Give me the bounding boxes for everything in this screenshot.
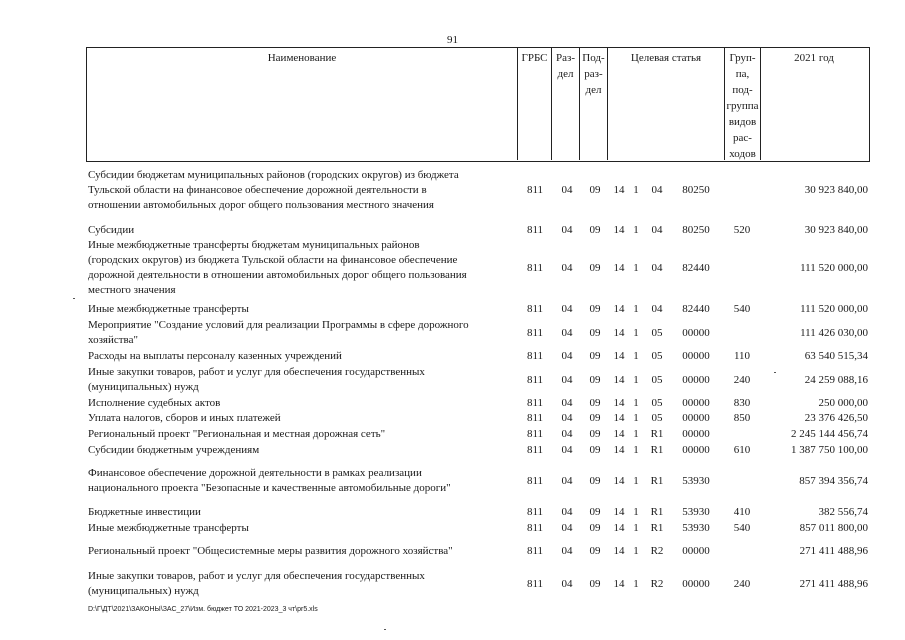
row-amount: 30 923 840,00: [804, 184, 868, 196]
row-code-t3: R1: [650, 475, 664, 487]
row-code-grbs: 811: [526, 506, 544, 518]
row-code-grbs: 811: [526, 578, 544, 590]
row-code-pr: 09: [589, 444, 601, 456]
row-code-pr: 09: [589, 327, 601, 339]
row-code-t1: 14: [613, 184, 625, 196]
row-code-grbs: 811: [526, 184, 544, 196]
row-name-line: дорожной деятельности в отношении автомобильных дорог общего пользования: [88, 269, 467, 281]
header-razdel-line: Раз-: [555, 52, 575, 64]
row-amount: 857 394 356,74: [799, 475, 868, 487]
header-year: [761, 48, 867, 160]
row-code-t1: 14: [613, 545, 625, 557]
row-name-line: Иные закупки товаров, работ и услуг для обеспечения государственных: [88, 366, 425, 378]
row-name-line: местного значения: [88, 284, 176, 296]
header-group: [725, 48, 761, 160]
row-code-rz: 04: [561, 397, 573, 409]
row-code-t4: 00000: [682, 327, 710, 339]
row-code-t2: 1: [633, 262, 639, 274]
row-code-t3: 04: [651, 184, 663, 196]
row-code-vr: 610: [733, 444, 751, 456]
row-name: [88, 505, 516, 520]
table-row: [88, 238, 868, 298]
row-name-line: Иные межбюджетные трансферты: [88, 303, 249, 315]
row-code-rz: 04: [561, 475, 573, 487]
row-amount: 111 426 030,00: [800, 327, 868, 339]
header-group-line: группа: [726, 100, 759, 112]
table-row: [88, 466, 868, 496]
row-code-rz: 04: [561, 350, 573, 362]
row-code-t2: 1: [633, 506, 639, 518]
row-code-t1: 14: [613, 224, 625, 236]
row-code-t2: 1: [633, 327, 639, 339]
header-year-label: 2021 год: [794, 52, 834, 64]
table-row: [88, 365, 868, 395]
row-code-t3: R1: [650, 444, 664, 456]
row-code-t4: 00000: [682, 412, 710, 424]
row-code-t3: R1: [650, 506, 664, 518]
row-amount: 2 245 144 456,74: [791, 428, 868, 440]
row-code-pr: 09: [589, 578, 601, 590]
table-row: [88, 569, 868, 599]
row-code-t4: 00000: [682, 578, 710, 590]
row-code-t4: 80250: [682, 184, 710, 196]
row-code-t1: 14: [613, 522, 625, 534]
header-grbs: [518, 48, 552, 160]
header-grbs-label: ГРБС: [521, 52, 548, 64]
row-code-pr: 09: [589, 545, 601, 557]
row-name: [88, 223, 516, 238]
row-name: [88, 168, 516, 213]
row-code-t2: 1: [633, 428, 639, 440]
row-name: [88, 411, 516, 426]
row-code-t1: 14: [613, 262, 625, 274]
header-target-label: Целевая статья: [630, 52, 702, 64]
row-code-pr: 09: [589, 475, 601, 487]
row-code-vr: 850: [733, 412, 751, 424]
row-code-t2: 1: [633, 412, 639, 424]
table-row: [88, 411, 868, 426]
table-row: [88, 168, 868, 213]
row-name-line: Тульской области на финансовое обеспечение дорожной деятельности в: [88, 184, 427, 196]
row-code-t4: 00000: [682, 374, 710, 386]
row-code-t3: 05: [651, 374, 663, 386]
header-target: [608, 48, 725, 160]
table-row: [88, 505, 868, 520]
row-code-t3: 04: [651, 224, 663, 236]
row-code-t4: 00000: [682, 428, 710, 440]
header-group-line: под-: [732, 84, 753, 96]
row-name-line: Уплата налогов, сборов и иных платежей: [88, 412, 281, 424]
row-name: [88, 365, 516, 395]
row-code-t3: 04: [651, 303, 663, 315]
row-amount: 271 411 488,96: [799, 578, 868, 590]
row-name: [88, 349, 516, 364]
row-amount: 382 556,74: [818, 506, 868, 518]
table-row: [88, 223, 868, 238]
table-row: [88, 318, 868, 348]
row-name: [88, 521, 516, 536]
row-name-line: отношении автомобильных дорог общего пользования местного значения: [88, 199, 434, 211]
row-code-rz: 04: [561, 262, 573, 274]
header-group-line: Груп-: [729, 52, 756, 64]
header-group-line: видов: [728, 116, 757, 128]
row-code-t1: 14: [613, 397, 625, 409]
row-code-t1: 14: [613, 428, 625, 440]
row-code-t2: 1: [633, 475, 639, 487]
row-code-rz: 04: [561, 303, 573, 315]
row-code-t4: 00000: [682, 444, 710, 456]
row-code-grbs: 811: [526, 374, 544, 386]
row-code-t1: 14: [613, 506, 625, 518]
row-code-t3: 05: [651, 412, 663, 424]
row-code-rz: 04: [561, 522, 573, 534]
row-code-vr: 240: [733, 578, 751, 590]
row-code-t2: 1: [633, 522, 639, 534]
table-row: [88, 396, 868, 411]
row-name-line: Региональный проект "Общесистемные меры развития дорожного хозяйства": [88, 545, 453, 557]
row-code-t3: 05: [651, 327, 663, 339]
row-code-t3: R1: [650, 428, 664, 440]
row-code-t4: 00000: [682, 397, 710, 409]
row-code-grbs: 811: [526, 350, 544, 362]
row-code-rz: 04: [561, 374, 573, 386]
row-code-pr: 09: [589, 428, 601, 440]
row-code-t2: 1: [633, 444, 639, 456]
row-code-t1: 14: [613, 350, 625, 362]
row-code-pr: 09: [589, 412, 601, 424]
row-code-t2: 1: [633, 184, 639, 196]
row-code-t4: 53930: [682, 522, 710, 534]
header-group-line: ходов: [729, 148, 756, 160]
row-code-t2: 1: [633, 545, 639, 557]
row-name-line: хозяйства": [88, 334, 138, 346]
row-name-line: Мероприятие "Создание условий для реализации Программы в сфере дорожного: [88, 319, 469, 331]
row-code-pr: 09: [589, 262, 601, 274]
row-code-vr: 110: [733, 350, 751, 362]
row-code-pr: 09: [589, 374, 601, 386]
header-podrazdel-line: дел: [585, 84, 602, 96]
header-podrazdel: [580, 48, 608, 160]
row-code-t4: 82440: [682, 262, 710, 274]
row-code-t4: 53930: [682, 475, 710, 487]
row-code-rz: 04: [561, 224, 573, 236]
row-code-pr: 09: [589, 506, 601, 518]
table-row: [88, 521, 868, 536]
row-name-line: Субсидии бюджетам муниципальных районов (городских округов) из бюджета: [88, 169, 459, 181]
row-name: [88, 396, 516, 411]
row-code-rz: 04: [561, 444, 573, 456]
row-code-t4: 00000: [682, 350, 710, 362]
row-code-t3: 05: [651, 350, 663, 362]
row-code-vr: 240: [733, 374, 751, 386]
row-amount: 250 000,00: [818, 397, 868, 409]
scan-speck: [384, 629, 386, 630]
row-code-pr: 09: [589, 224, 601, 236]
row-code-grbs: 811: [526, 262, 544, 274]
header-name: [87, 48, 518, 160]
row-code-t2: 1: [633, 224, 639, 236]
row-code-t3: 05: [651, 397, 663, 409]
row-name: [88, 238, 516, 298]
row-code-rz: 04: [561, 327, 573, 339]
row-code-t1: 14: [613, 374, 625, 386]
row-code-grbs: 811: [526, 545, 544, 557]
row-name-line: национального проекта "Безопасные и качественные автомобильные дороги": [88, 482, 451, 494]
row-code-t4: 00000: [682, 545, 710, 557]
row-code-t4: 82440: [682, 303, 710, 315]
row-code-t2: 1: [633, 578, 639, 590]
row-name-line: Иные межбюджетные трансферты: [88, 522, 249, 534]
row-code-rz: 04: [561, 506, 573, 518]
header-group-line: па,: [735, 68, 750, 80]
scan-speck: [774, 372, 776, 373]
row-name-line: Иные межбюджетные трансферты бюджетам муниципальных районов: [88, 239, 420, 251]
row-code-t1: 14: [613, 303, 625, 315]
row-code-grbs: 811: [526, 224, 544, 236]
row-code-t3: R2: [650, 578, 664, 590]
row-name: [88, 569, 516, 599]
row-code-pr: 09: [589, 184, 601, 196]
row-name-line: Региональный проект "Региональная и местная дорожная сеть": [88, 428, 386, 440]
row-code-t1: 14: [613, 444, 625, 456]
row-code-t2: 1: [633, 303, 639, 315]
table-header: [86, 47, 870, 162]
row-name-line: (муниципальных) нужд: [88, 585, 199, 597]
row-code-grbs: 811: [526, 475, 544, 487]
row-code-t1: 14: [613, 327, 625, 339]
row-code-grbs: 811: [526, 522, 544, 534]
row-code-t1: 14: [613, 578, 625, 590]
row-name-line: Иные закупки товаров, работ и услуг для обеспечения государственных: [88, 570, 425, 582]
row-code-grbs: 811: [526, 397, 544, 409]
header-razdel: [552, 48, 580, 160]
row-code-rz: 04: [561, 578, 573, 590]
row-amount: 23 376 426,50: [804, 412, 868, 424]
row-code-vr: 540: [733, 522, 751, 534]
row-code-t3: R1: [650, 522, 664, 534]
row-code-t2: 1: [633, 350, 639, 362]
row-name-line: (городских округов) из бюджета Тульской области на финансовое обеспечение: [88, 254, 458, 266]
row-amount: 271 411 488,96: [799, 545, 868, 557]
row-code-pr: 09: [589, 522, 601, 534]
table-row: [88, 427, 868, 442]
row-code-grbs: 811: [526, 303, 544, 315]
file-path-footer: D:\Г\ДТ\2021\ЗАКОНЫ\ЗАС_27\Изм. бюджет ТО 2021-2023_3 чт\pr5.xls: [88, 606, 318, 613]
row-code-rz: 04: [561, 428, 573, 440]
row-code-t1: 14: [613, 475, 625, 487]
row-name-line: Субсидии бюджетным учреждениям: [88, 444, 260, 456]
row-name-line: Субсидии: [88, 224, 135, 236]
row-code-vr: 410: [733, 506, 751, 518]
row-code-pr: 09: [589, 397, 601, 409]
row-name-line: Финансовое обеспечение дорожной деятельности в рамках реализации: [88, 467, 422, 479]
row-amount: 857 011 800,00: [799, 522, 868, 534]
row-amount: 30 923 840,00: [804, 224, 868, 236]
row-name-line: Расходы на выплаты персоналу казенных учреждений: [88, 350, 342, 362]
row-code-rz: 04: [561, 184, 573, 196]
row-code-t1: 14: [613, 412, 625, 424]
page-number: 91: [447, 34, 458, 46]
row-amount: 111 520 000,00: [800, 262, 868, 274]
row-code-pr: 09: [589, 303, 601, 315]
header-podrazdel-line: раз-: [584, 68, 603, 80]
row-amount: 63 540 515,34: [804, 350, 868, 362]
row-code-t3: R2: [650, 545, 664, 557]
header-name-label: Наименование: [267, 52, 337, 64]
row-amount: 24 259 088,16: [804, 374, 868, 386]
row-amount: 1 387 750 100,00: [791, 444, 868, 456]
row-code-vr: 520: [733, 224, 751, 236]
row-name-line: Исполнение судебных актов: [88, 397, 221, 409]
row-name: [88, 443, 516, 458]
row-name-line: (муниципальных) нужд: [88, 381, 199, 393]
row-name: [88, 544, 516, 559]
row-code-t2: 1: [633, 397, 639, 409]
row-code-grbs: 811: [526, 428, 544, 440]
row-code-t2: 1: [633, 374, 639, 386]
row-name: [88, 466, 516, 496]
header-group-line: рас-: [733, 132, 752, 144]
row-code-rz: 04: [561, 545, 573, 557]
row-code-t3: 04: [651, 262, 663, 274]
row-name-line: Бюджетные инвестиции: [88, 506, 201, 518]
row-code-grbs: 811: [526, 327, 544, 339]
header-podrazdel-line: Под-: [582, 52, 605, 64]
table-row: [88, 443, 868, 458]
row-name: [88, 427, 516, 442]
row-code-pr: 09: [589, 350, 601, 362]
scan-speck: [73, 298, 75, 299]
row-code-t4: 80250: [682, 224, 710, 236]
row-code-rz: 04: [561, 412, 573, 424]
row-code-grbs: 811: [526, 412, 544, 424]
row-name: [88, 318, 516, 348]
header-razdel-line: дел: [557, 68, 574, 80]
row-code-vr: 540: [733, 303, 751, 315]
table-row: [88, 302, 868, 317]
row-code-t4: 53930: [682, 506, 710, 518]
row-code-grbs: 811: [526, 444, 544, 456]
row-code-vr: 830: [733, 397, 751, 409]
row-amount: 111 520 000,00: [800, 303, 868, 315]
table-row: [88, 544, 868, 559]
row-name: [88, 302, 516, 317]
table-row: [88, 349, 868, 364]
